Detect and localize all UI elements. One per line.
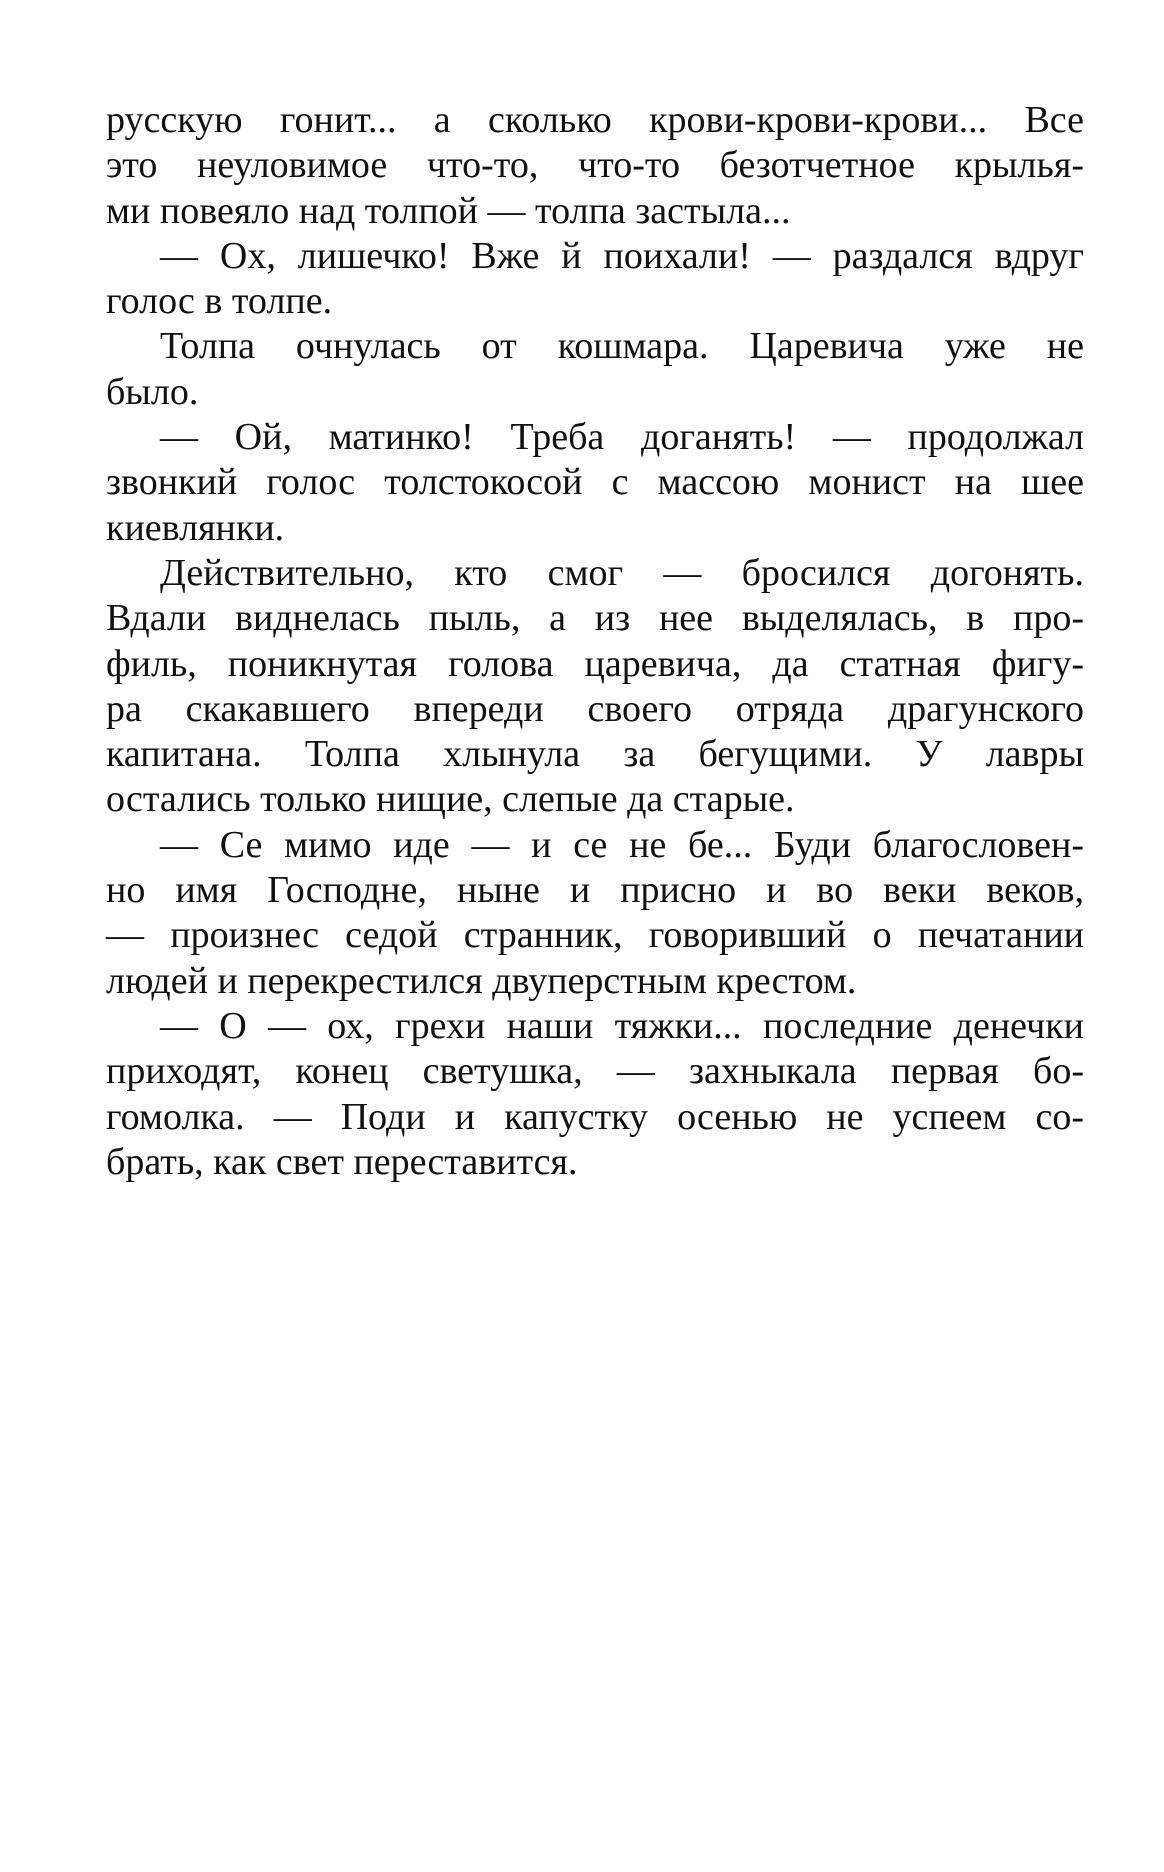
text-line: филь, поникнутая голова царевича, да статная фигу- <box>106 642 1084 685</box>
text-line: — произнес седой странник, говоривший о печатании <box>106 914 1084 957</box>
text-line: ми повеяло над толпой — толпа застыла... <box>106 189 791 232</box>
text-line: звонкий голос толстокосой с массою монист на шее <box>106 461 1084 504</box>
text-line: брать, как свет переставится. <box>106 1140 578 1183</box>
text-line: киевлянки. <box>106 506 285 549</box>
text-line: это неуловимое что-то, что-то безотчетное крылья- <box>106 144 1084 187</box>
text-line: остались только нищие, слепые да старые. <box>106 778 795 821</box>
text-line: — Ох, лишечко! Вже й поихали! — раздался вдруг <box>160 234 1084 277</box>
text-line: Действительно, кто смог — бросился догонять. <box>160 551 1084 594</box>
page-text <box>106 98 1084 1185</box>
text-line: приходят, конец светушка, — захныкала первая бо- <box>106 1050 1084 1093</box>
text-line: Толпа очнулась от кошмара. Царевича уже не <box>160 325 1084 368</box>
text-line: русскую гонит... а сколько крови-крови-крови... Все <box>106 99 1084 141</box>
text-line: гомолка. — Поди и капустку осенью не успеем со- <box>106 1095 1084 1138</box>
text-line: было. <box>106 370 199 413</box>
text-line: ра скакавшего впереди своего отряда драгунского <box>106 687 1084 730</box>
text-line: — Ой, матинко! Треба доганять! — продолжал <box>160 416 1084 459</box>
text-line: Вдали виднелась пыль, а из нее выделялась, в про- <box>106 597 1084 640</box>
text-line: капитана. Толпа хлынула за бегущими. У лавры <box>106 733 1084 776</box>
text-line: голос в толпе. <box>106 280 333 323</box>
text-line: — Се мимо иде — и се не бе... Буди благословен- <box>160 823 1084 866</box>
text-line: — О — ох, грехи наши тяжки... последние денечки <box>160 1004 1084 1047</box>
text-line: но имя Господне, ныне и присно и во веки веков, <box>106 869 1084 912</box>
text-line: людей и перекрестился двуперстным крестом. <box>106 959 857 1002</box>
